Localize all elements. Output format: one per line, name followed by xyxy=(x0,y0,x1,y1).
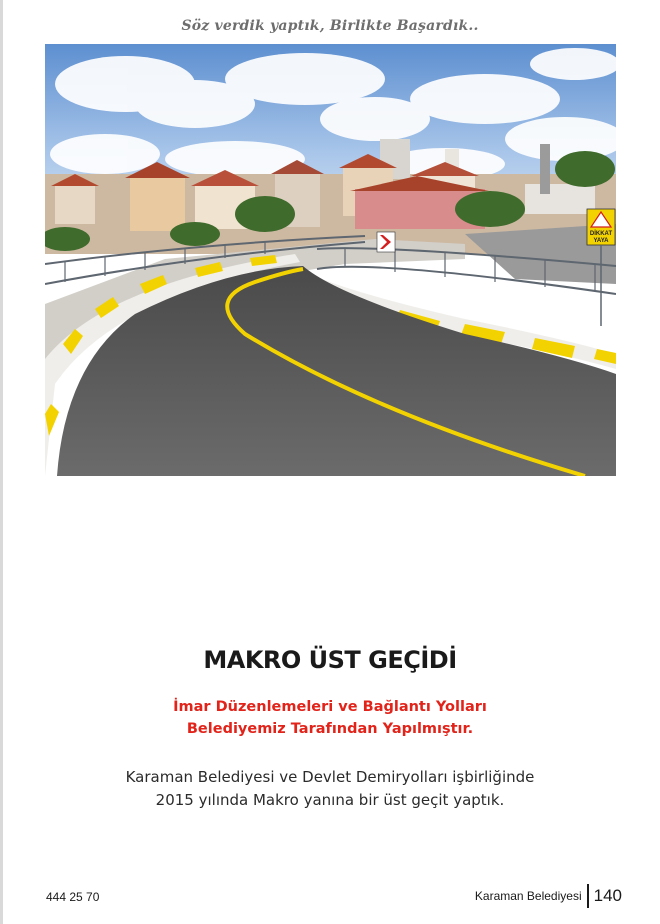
subtitle-line-2: Belediyemiz Tarafından Yapılmıştır. xyxy=(186,721,474,737)
footer-divider xyxy=(587,884,589,908)
body-line-1: Karaman Belediyesi ve Devlet Demiryolları işbirliğinde xyxy=(125,768,535,786)
footer-organization: Karaman Belediyesi xyxy=(474,889,582,903)
page-number: 140 xyxy=(593,886,622,905)
header-slogan: Söz verdik yaptık, Birlikte Başardık.. xyxy=(181,18,479,34)
overpass-photo xyxy=(45,44,616,476)
article-title: MAKRO ÜST GEÇİDİ xyxy=(203,646,457,674)
article-subtitle xyxy=(0,696,660,740)
warning-sign-text-2: YAYA xyxy=(593,238,609,244)
footer-right xyxy=(475,884,622,908)
body-line-2: 2015 yılında Makro yanına bir üst geçit yaptık. xyxy=(155,791,505,809)
article-body xyxy=(0,766,660,812)
footer-phone: 444 25 70 xyxy=(46,890,100,904)
warning-sign-text-1: DİKKAT xyxy=(589,231,613,237)
subtitle-line-1: İmar Düzenlemeleri ve Bağlantı Yolları xyxy=(173,699,487,715)
